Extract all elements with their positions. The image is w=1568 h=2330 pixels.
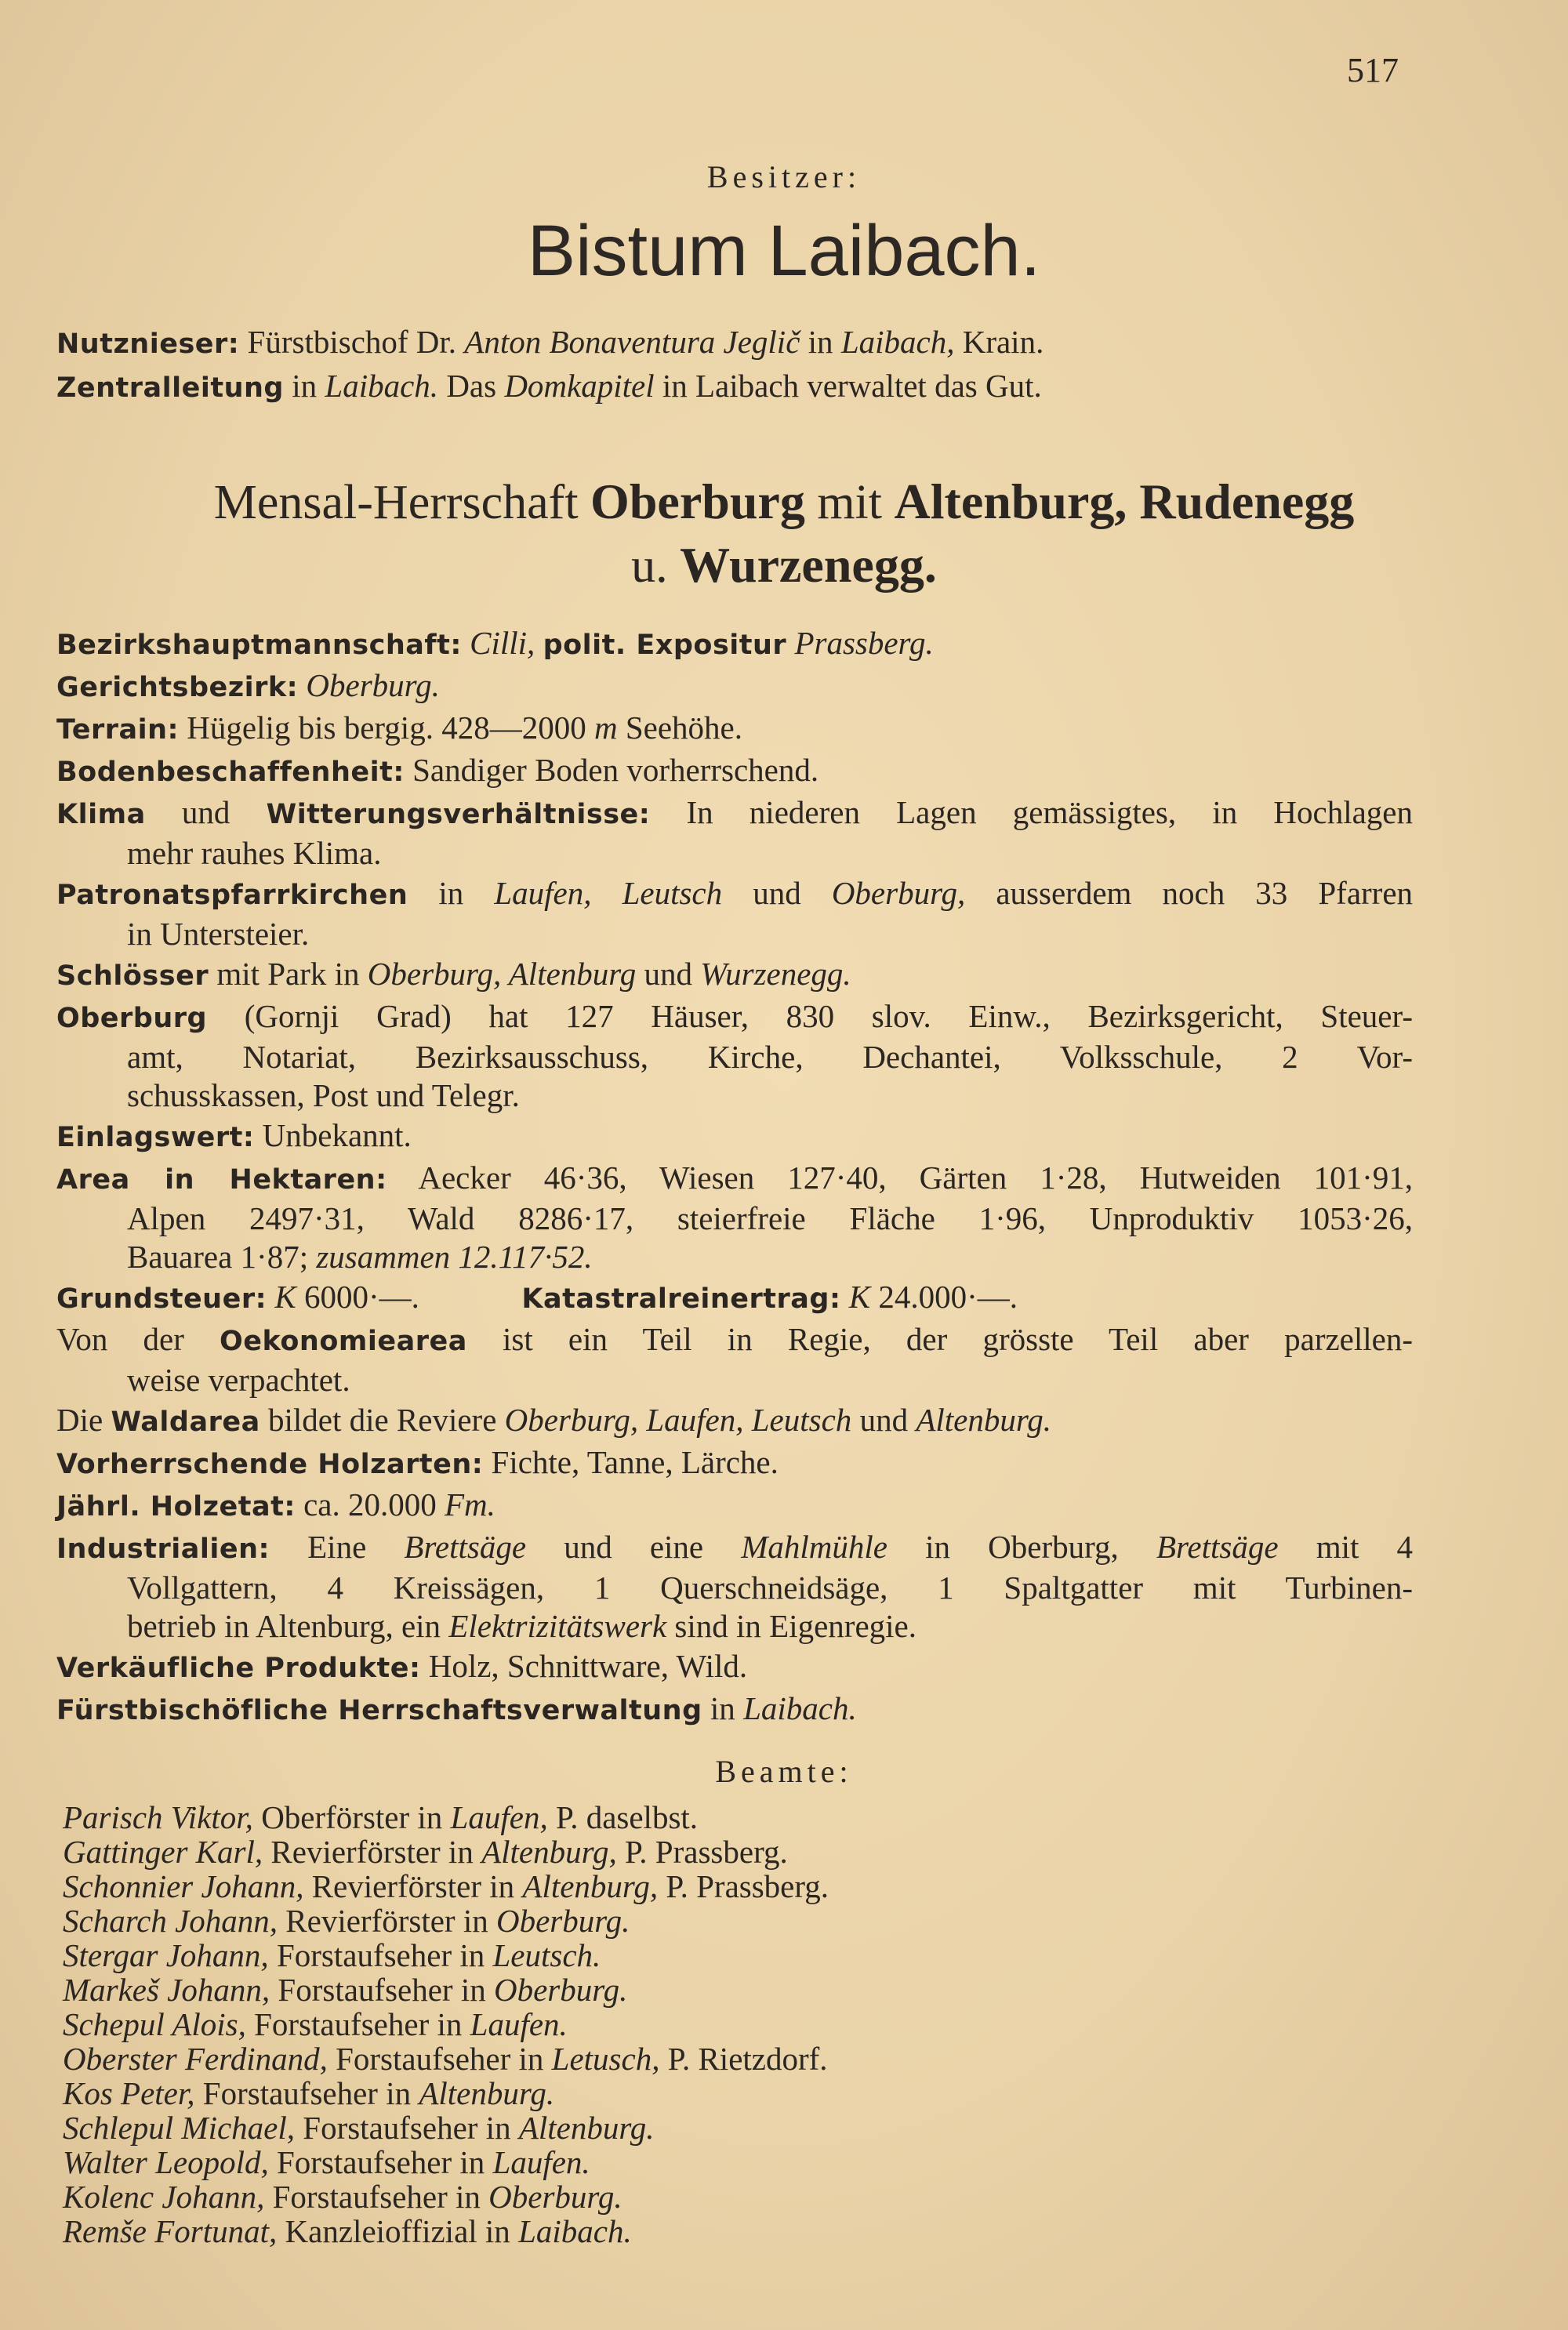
castles-line: Schlösser mit Park in Oberburg, Altenburg und Wurzenegg. xyxy=(56,956,851,992)
page-number: 517 xyxy=(1347,51,1399,89)
usufructuary-name: Anton Bonaventura Jeglič xyxy=(464,324,800,360)
staff-entry: Stergar Johann, Forstaufseher in Leutsch. xyxy=(63,1937,601,1973)
management-line: Zentralleitung in Laibach. Das Domkapitel in Laibach verwaltet das Gut. xyxy=(56,368,1042,404)
terrain-line: Terrain: Hügelig bis bergig. 428—2000 m Seehöhe. xyxy=(56,710,742,746)
staff-entry: Gattinger Karl, Revierförster in Altenburg, P. Prassberg. xyxy=(63,1834,788,1870)
court-line: Gerichtsbezirk: Oberburg. xyxy=(56,667,440,703)
forest-line: Die Waldarea bildet die Reviere Oberburg, Laufen, Leutsch und Altenburg. xyxy=(56,1402,1052,1438)
area-paragraph: Area in Hektaren: Aecker 46·36, Wiesen 127·40, Gärten 1·28, Hutweiden 101·91, Alpen 2497·31, Wald 8286·17, steierfreie Fläche 1·96, Unproduktiv 1053·26, Bauarea 1·87; zusammen 12.117·52. xyxy=(56,1160,1413,1275)
economy-paragraph: Von der Oekonomiearea ist ein Teil in Regie, der grösste Teil aber parzellen- weise verpachtet. xyxy=(56,1321,1413,1398)
usufructuary-line: Nutznieser: Fürstbischof Dr. Anton Bonaventura Jeglič in Laibach, Krain. xyxy=(56,324,1044,360)
staff-entry: Markeš Johann, Forstaufseher in Oberburg. xyxy=(63,1972,628,2008)
administration-line: Fürstbischöfliche Herrschaftsverwaltung in Laibach. xyxy=(56,1690,857,1726)
district-line: Bezirkshauptmannschaft: Cilli, polit. Expositur Prassberg. xyxy=(56,625,934,661)
usufructuary-label: Nutznieser: xyxy=(56,328,240,360)
staff-entry: Scharch Johann, Revierförster in Oberburg. xyxy=(63,1903,630,1939)
staff-entry: Kos Peter, Forstaufseher in Altenburg. xyxy=(63,2075,555,2111)
staff-entry: Oberster Ferdinand, Forstaufseher in Letusch, P. Rietzdorf. xyxy=(63,2041,828,2077)
industry-paragraph: Industrialien: Eine Brettsäge und eine Mahlmühle in Oberburg, Brettsäge mit 4 Vollgattern, 4 Kreissägen, 1 Querschneidsäge, 1 Spaltgatter mit Turbinen- betrieb in Altenburg, ein Elektrizitätswerk sind in Eigenregie. xyxy=(56,1529,1414,1644)
staff-entry: Parisch Viktor, Oberförster in Laufen, P. daselbst. xyxy=(63,1799,699,1835)
staff-label: Beamte: xyxy=(715,1754,853,1789)
owner-details xyxy=(56,323,1413,409)
staff-list xyxy=(63,1800,1396,2248)
management-label: Zentralleitung xyxy=(56,372,284,404)
staff-entry: Walter Leopold, Forstaufseher in Laufen. xyxy=(63,2144,590,2180)
staff-entry: Schepul Alois, Forstaufseher in Laufen. xyxy=(63,2006,568,2042)
staff-entry: Schlepul Michael, Forstaufseher in Altenburg. xyxy=(63,2110,655,2146)
yield-line: Jährl. Holzetat: ca. 20.000 Fm. xyxy=(56,1486,495,1522)
products-line: Verkäufliche Produkte: Holz, Schnittware, Wild. xyxy=(56,1648,748,1684)
patronage-paragraph: Patronatspfarrkirchen in Laufen, Leutsch und Oberburg, ausserdem noch 33 Pfarren in Untersteier. xyxy=(56,875,1414,952)
value-line: Einlagswert: Unbekannt. xyxy=(56,1117,412,1153)
staff-entry: Schonnier Johann, Revierförster in Altenburg, P. Prassberg. xyxy=(63,1868,829,1904)
town-paragraph: Oberburg (Gornji Grad) hat 127 Häuser, 830 slov. Einw., Bezirksgericht, Steuer- amt, Notariat, Bezirksausschuss, Kirche, Dechantei, Volksschule, 2 Vor- schusskassen, Post und Telegr. xyxy=(56,998,1413,1113)
estate-details xyxy=(56,624,1413,1732)
owner-name: Bistum Laibach. xyxy=(527,211,1041,291)
staff-entry: Remše Fortunat, Kanzleioffizial in Laibach. xyxy=(63,2213,632,2249)
soil-line: Bodenbeschaffenheit: Sandiger Boden vorherrschend. xyxy=(56,752,819,788)
owner-label: Besitzer: xyxy=(706,159,862,194)
estate-title: Mensal-Herrschaft Oberburg mit Altenburg, Rudenegg u. Wurzenegg. xyxy=(213,474,1355,593)
staff-entry: Kolenc Johann, Forstaufseher in Oberburg. xyxy=(63,2179,622,2215)
climate-paragraph: Klima und Witterungsverhältnisse: In niederen Lagen gemässigtes, in Hochlagen mehr rauhes Klima. xyxy=(56,794,1413,871)
species-line: Vorherrschende Holzarten: Fichte, Tanne, Lärche. xyxy=(56,1444,779,1480)
tax-line: Grundsteuer: K 6000·—. Katastralreinertrag: K 24.000·—. xyxy=(56,1279,1018,1315)
